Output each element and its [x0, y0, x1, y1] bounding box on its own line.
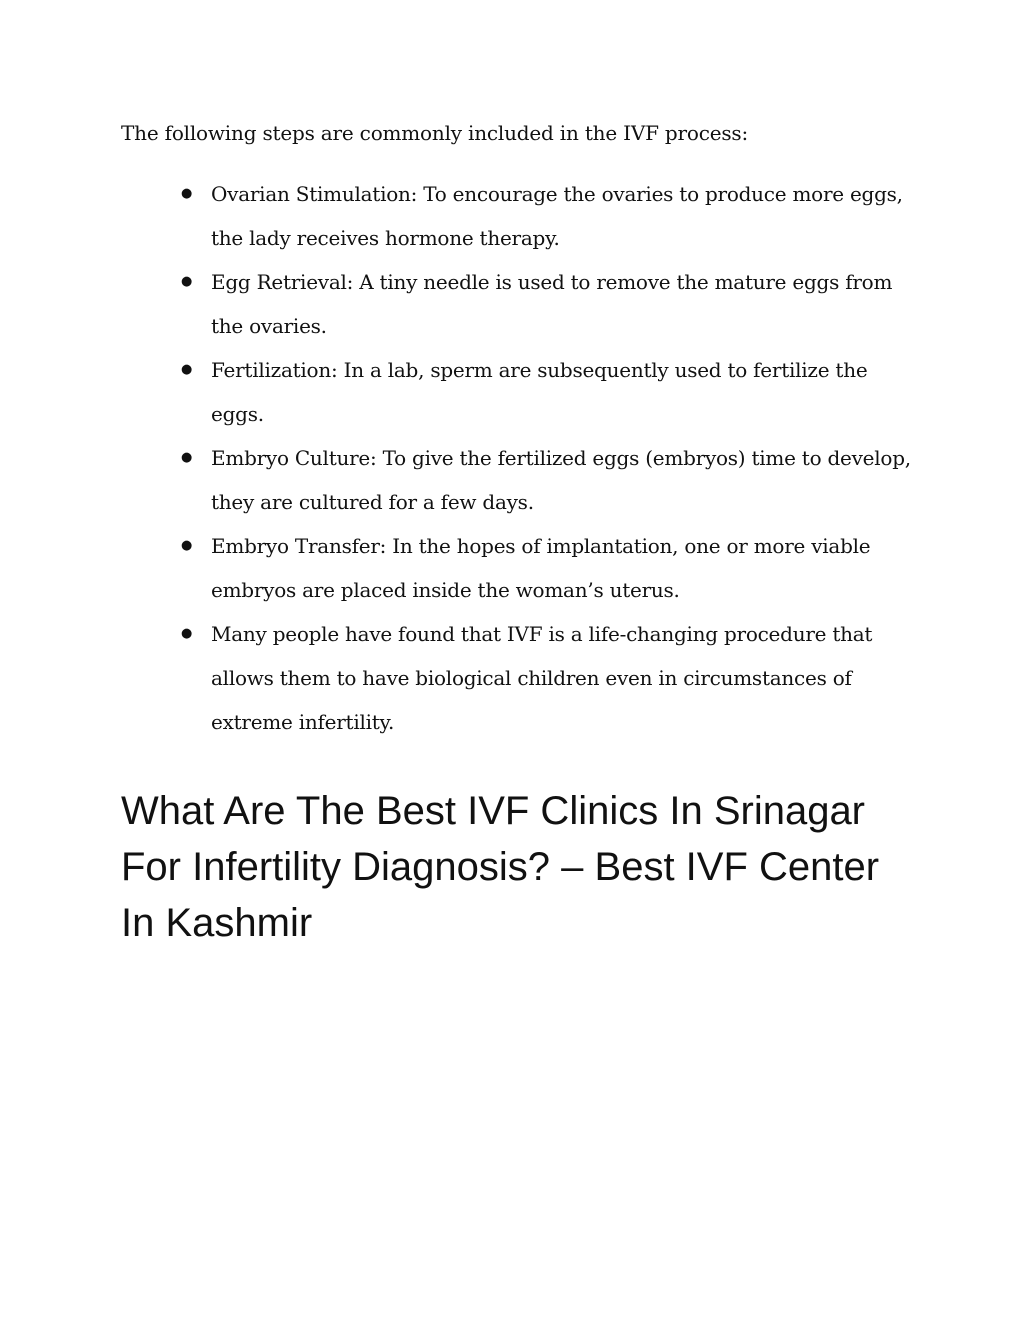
- step-text: Embryo Culture: To give the fertilized eggs (embryos) time to develop, they are cultured for a few days.: [211, 446, 911, 514]
- ivf-steps-list: [0, 172, 1024, 744]
- bullet-icon: ●: [181, 538, 193, 553]
- step-text: Ovarian Stimulation: To encourage the ovaries to produce more eggs, the lady receives hormone therapy.: [211, 182, 903, 250]
- bullet-icon: ●: [181, 274, 193, 289]
- bullet-icon: ●: [181, 626, 193, 641]
- list-item: [0, 260, 911, 348]
- list-item: [0, 524, 911, 612]
- list-item: [0, 436, 911, 524]
- intro-paragraph: The following steps are commonly included in the IVF process:: [121, 121, 749, 145]
- step-text: Fertilization: In a lab, sperm are subsequently used to fertilize the eggs.: [211, 358, 868, 426]
- bullet-icon: ●: [181, 186, 193, 201]
- section-heading: What Are The Best IVF Clinics In Srinagar For Infertility Diagnosis? – Best IVF Center In Kashmir: [121, 789, 880, 945]
- step-text: Egg Retrieval: A tiny needle is used to remove the mature eggs from the ovaries.: [211, 270, 893, 338]
- step-text: Embryo Transfer: In the hopes of implantation, one or more viable embryos are placed inside the woman’s uterus.: [211, 534, 871, 602]
- step-text: Many people have found that IVF is a life-changing procedure that allows them to have biological children even in circumstances of extreme infertility.: [211, 622, 873, 734]
- list-item: [0, 172, 911, 260]
- bullet-icon: ●: [181, 362, 193, 377]
- list-item: [0, 612, 911, 744]
- bullet-icon: ●: [181, 450, 193, 465]
- list-item: [0, 348, 911, 436]
